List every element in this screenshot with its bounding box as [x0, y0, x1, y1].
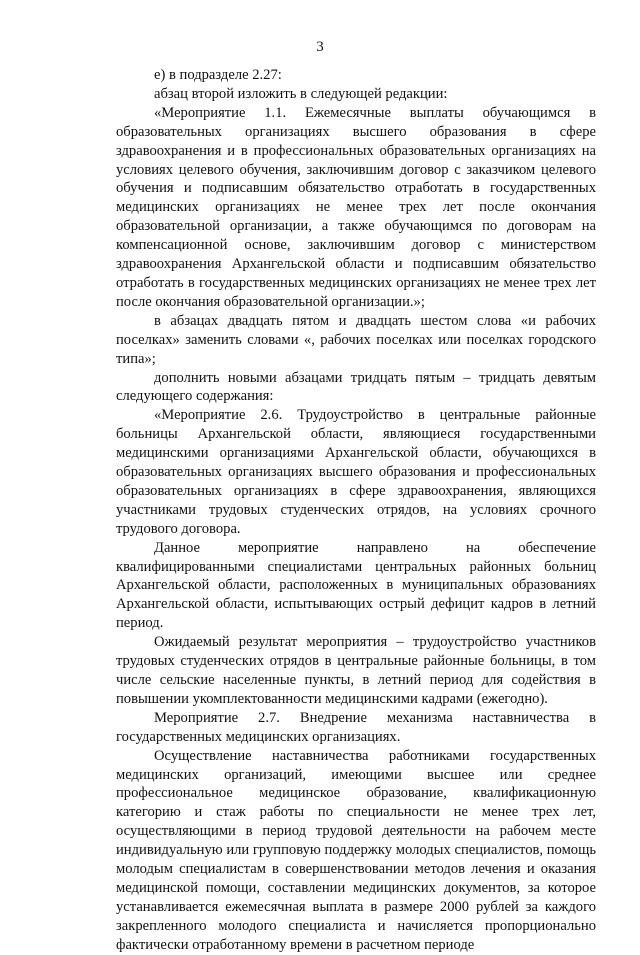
paragraph-add-new: дополнить новыми абзацами тридцать пятым – тридцать девятым следующего содержания: — [116, 369, 596, 405]
paragraph-mentorship: Осуществление наставничества работниками государственных медицинских организаций, имеющими высшее или среднее профессиональное медицинское образование, квалификационную категорию и стаж работы по специальности не менее трех лет, осуществляющими в период трудовой деятельности на рабочем месте индивидуальную или групповую поддержку молодых специалистов, помощь молодым специалистам в совершенствовании методов лечения и оказания медицинской помощи, составлении медицинских документов, за которое устанавливается ежемесячная выплата в размере 2000 рублей за каждого закрепленного молодого специалиста и начисляется пропорционально фактически отработанному времени в расчетном периоде — [116, 747, 596, 953]
document-body — [116, 66, 596, 955]
paragraph-measure-2-6: «Мероприятие 2.6. Трудоустройство в центральные районные больницы Архангельской области, являющиеся государственными медицинскими организациями Архангельской области, обучающихся в образовательных организациях высшего образования и профессиональных образовательных организациях в сфере здравоохранения, являющихся участниками трудовых студенческих отрядов, на условиях срочного трудового договора. — [116, 407, 596, 537]
paragraph-measure-2-6-result: Ожидаемый результат мероприятия – трудоустройство участников трудовых студенческих отрядов в центральные районные больницы, в том числе сельские населенные пункты, в летний период для содействия в повышении укомплектованности медицинскими кадрами (ежегодно). — [116, 634, 596, 707]
paragraph-measure-2-7: Мероприятие 2.7. Внедрение механизма наставничества в государственных медицинских организациях. — [116, 709, 596, 745]
paragraph-measure-1-1: «Мероприятие 1.1. Ежемесячные выплаты обучающимся в образовательных организациях высшего образования в сфере здравоохранения и в профессиональных образовательных организациях на условиях целевого обучения, заключившим договор с заказчиком целевого обучения и подписавшим обязательство отработать в государственных медицинских организациях не менее трех лет после окончания образовательной организации, а также обучающимся по договорам на компенсационной основе, заключившим договор с министерством здравоохранения Архангельской области и подписавшим обязательство отработать в государственных медицинских организациях не менее трех лет после окончания образовательной организации.»; — [116, 104, 596, 310]
page-number: 3 — [316, 39, 324, 55]
paragraph-replace-words: в абзацах двадцать пятом и двадцать шестом слова «и рабочих поселках» заменить словами «, рабочих поселках или поселках городского типа»; — [116, 312, 596, 367]
paragraph-subsection-heading: е) в подразделе 2.27: — [154, 67, 282, 83]
paragraph-measure-2-6-goal: Данное мероприятие направлено на обеспечение квалифицированными специалистами центральных районных больниц Архангельской области, расположенных в муниципальных образованиях Архангельской области, испытывающих острый дефицит кадров в летний период. — [116, 539, 596, 632]
paragraph-instruction-edit: абзац второй изложить в следующей редакции: — [154, 85, 448, 102]
